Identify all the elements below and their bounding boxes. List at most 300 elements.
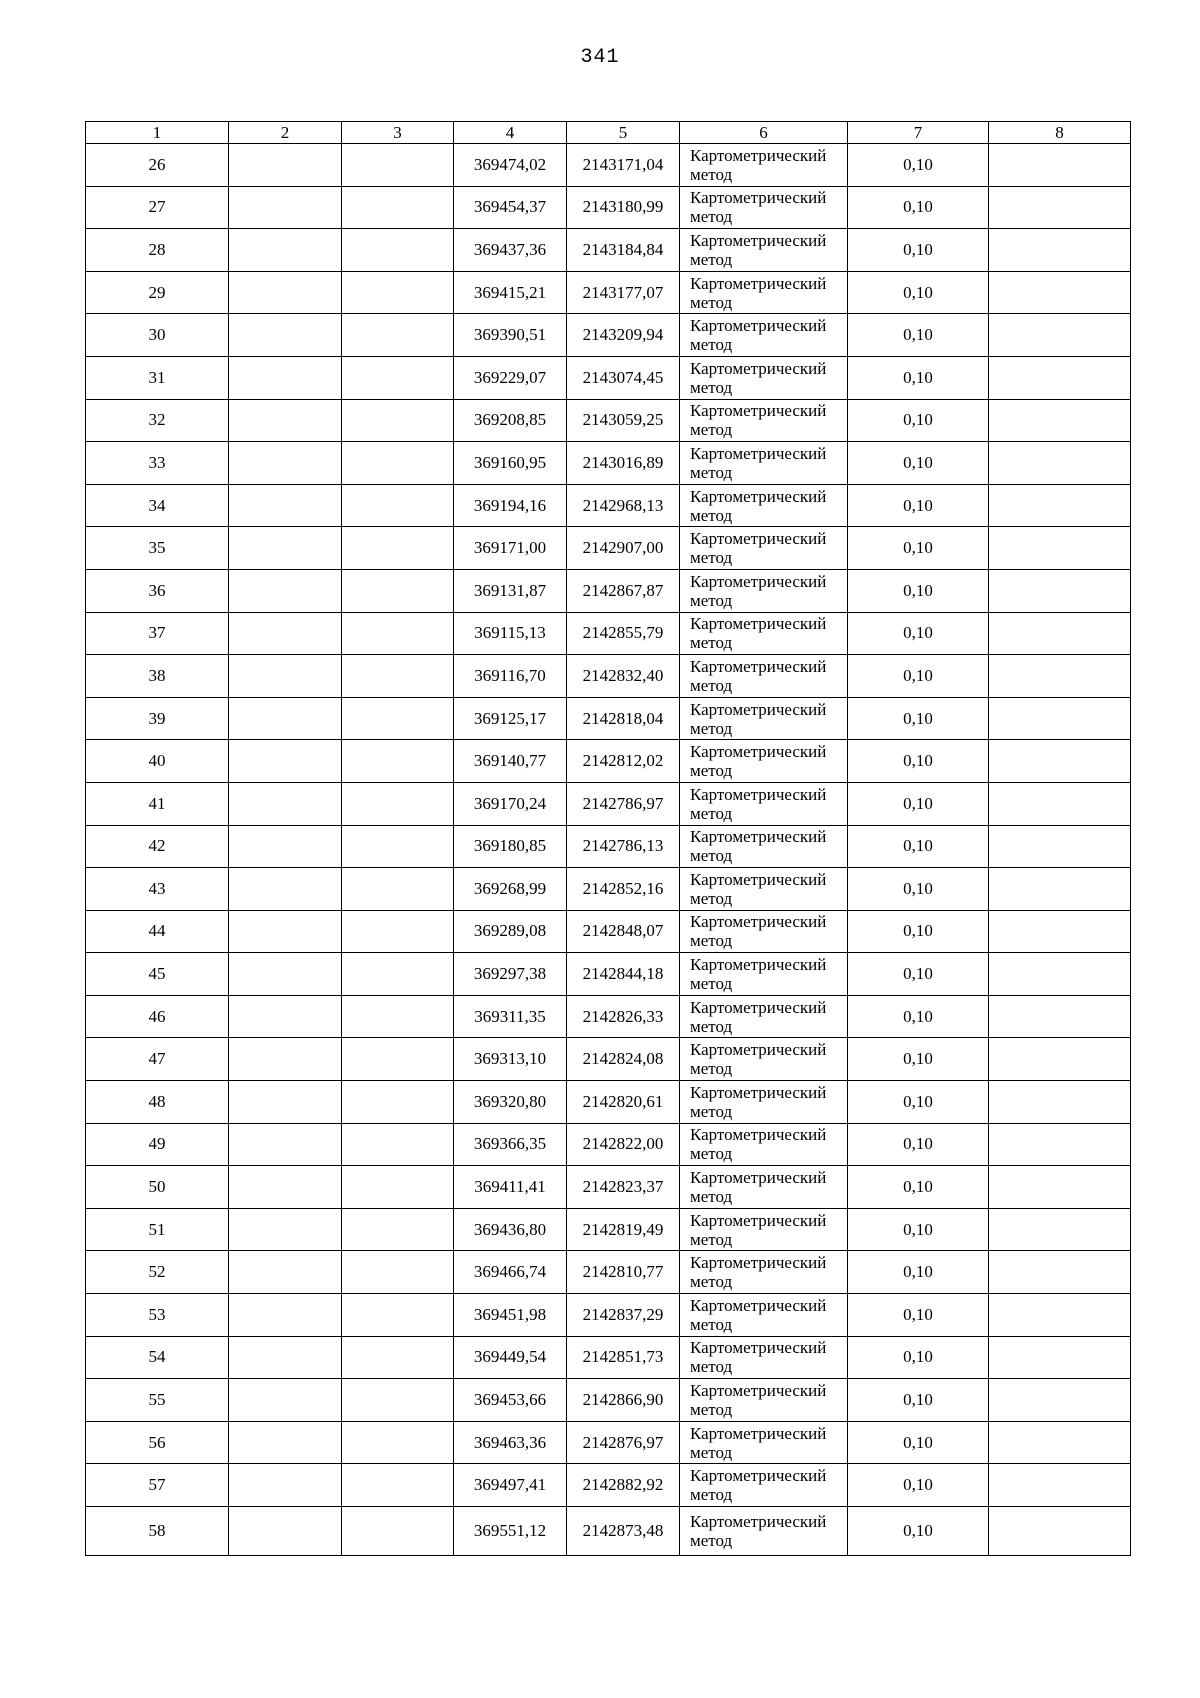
column-2-cell — [229, 740, 342, 783]
method-cell — [680, 186, 848, 229]
method-line-2: метод — [690, 1400, 733, 1420]
accuracy-cell: 0,10 — [848, 1421, 989, 1464]
table-row — [86, 825, 1131, 868]
table-row — [86, 910, 1131, 953]
column-8-cell — [989, 1421, 1131, 1464]
table-row — [86, 356, 1131, 399]
column-3-cell — [342, 612, 454, 655]
point-number-cell: 40 — [86, 740, 229, 783]
accuracy-cell: 0,10 — [848, 186, 989, 229]
x-coordinate-cell: 369437,36 — [454, 229, 567, 272]
x-coordinate-cell: 369194,16 — [454, 484, 567, 527]
method-cell — [680, 1081, 848, 1124]
method-cell — [680, 1421, 848, 1464]
table-row — [86, 1507, 1131, 1556]
column-8-cell — [989, 484, 1131, 527]
column-8-cell — [989, 953, 1131, 996]
method-line-1: Картометрический — [690, 1338, 827, 1358]
y-coordinate-cell: 2142820,61 — [567, 1081, 680, 1124]
column-8-cell — [989, 527, 1131, 570]
y-coordinate-cell: 2142882,92 — [567, 1464, 680, 1507]
column-2-cell — [229, 953, 342, 996]
method-line-2: метод — [690, 675, 733, 695]
method-line-1: Картометрический — [690, 1512, 827, 1531]
y-coordinate-cell: 2142786,13 — [567, 825, 680, 868]
method-line-1: Картометрический — [690, 316, 827, 336]
method-cell — [680, 1379, 848, 1422]
accuracy-cell: 0,10 — [848, 1507, 989, 1556]
x-coordinate-cell: 369474,02 — [454, 144, 567, 187]
method-cell — [680, 1208, 848, 1251]
column-header: 5 — [567, 122, 680, 144]
column-2-cell — [229, 697, 342, 740]
x-coordinate-cell: 369140,77 — [454, 740, 567, 783]
method-line-2: метод — [690, 1485, 733, 1505]
x-coordinate-cell: 369411,41 — [454, 1166, 567, 1209]
method-line-2: метод — [690, 1442, 733, 1462]
column-8-cell — [989, 186, 1131, 229]
y-coordinate-cell: 2142867,87 — [567, 569, 680, 612]
method-line-1: Картометрический — [690, 1253, 827, 1273]
accuracy-cell: 0,10 — [848, 910, 989, 953]
column-8-cell — [989, 995, 1131, 1038]
x-coordinate-cell: 369449,54 — [454, 1336, 567, 1379]
x-coordinate-cell: 369160,95 — [454, 442, 567, 485]
y-coordinate-cell: 2142837,29 — [567, 1294, 680, 1337]
x-coordinate-cell: 369116,70 — [454, 655, 567, 698]
point-number-cell: 44 — [86, 910, 229, 953]
x-coordinate-cell: 369390,51 — [454, 314, 567, 357]
column-header: 7 — [848, 122, 989, 144]
method-cell — [680, 356, 848, 399]
method-cell — [680, 271, 848, 314]
accuracy-cell: 0,10 — [848, 953, 989, 996]
point-number-cell: 52 — [86, 1251, 229, 1294]
y-coordinate-cell: 2142855,79 — [567, 612, 680, 655]
point-number-cell: 29 — [86, 271, 229, 314]
accuracy-cell: 0,10 — [848, 484, 989, 527]
accuracy-cell: 0,10 — [848, 1208, 989, 1251]
column-3-cell — [342, 1507, 454, 1556]
column-3-cell — [342, 825, 454, 868]
accuracy-cell: 0,10 — [848, 527, 989, 570]
accuracy-cell: 0,10 — [848, 442, 989, 485]
column-2-cell — [229, 1336, 342, 1379]
point-number-cell: 53 — [86, 1294, 229, 1337]
y-coordinate-cell: 2142844,18 — [567, 953, 680, 996]
method-line-2: метод — [690, 846, 733, 866]
point-number-cell: 51 — [86, 1208, 229, 1251]
x-coordinate-cell: 369551,12 — [454, 1507, 567, 1556]
method-line-2: метод — [690, 1531, 733, 1550]
table-row — [86, 229, 1131, 272]
column-2-cell — [229, 612, 342, 655]
x-coordinate-cell: 369180,85 — [454, 825, 567, 868]
x-coordinate-cell: 369436,80 — [454, 1208, 567, 1251]
x-coordinate-cell: 369131,87 — [454, 569, 567, 612]
column-8-cell — [989, 740, 1131, 783]
column-8-cell — [989, 612, 1131, 655]
point-number-cell: 56 — [86, 1421, 229, 1464]
column-8-cell — [989, 356, 1131, 399]
column-2-cell — [229, 1294, 342, 1337]
method-line-2: метод — [690, 292, 733, 312]
x-coordinate-cell: 369454,37 — [454, 186, 567, 229]
method-line-2: метод — [690, 1059, 733, 1079]
column-8-cell — [989, 1507, 1131, 1556]
method-line-2: метод — [690, 377, 733, 397]
method-line-1: Картометрический — [690, 1210, 827, 1230]
accuracy-cell: 0,10 — [848, 399, 989, 442]
table-row — [86, 953, 1131, 996]
x-coordinate-cell: 369115,13 — [454, 612, 567, 655]
column-2-cell — [229, 910, 342, 953]
method-cell — [680, 314, 848, 357]
method-line-1: Картометрический — [690, 358, 827, 378]
point-number-cell: 38 — [86, 655, 229, 698]
accuracy-cell: 0,10 — [848, 1294, 989, 1337]
header-row — [86, 122, 1131, 144]
x-coordinate-cell: 369453,66 — [454, 1379, 567, 1422]
x-coordinate-cell: 369366,35 — [454, 1123, 567, 1166]
x-coordinate-cell: 369463,36 — [454, 1421, 567, 1464]
column-3-cell — [342, 442, 454, 485]
column-2-cell — [229, 1208, 342, 1251]
method-line-2: метод — [690, 1229, 733, 1249]
method-cell — [680, 612, 848, 655]
method-cell — [680, 1464, 848, 1507]
accuracy-cell: 0,10 — [848, 1038, 989, 1081]
column-3-cell — [342, 655, 454, 698]
column-2-cell — [229, 271, 342, 314]
column-8-cell — [989, 1166, 1131, 1209]
column-header: 1 — [86, 122, 229, 144]
table-row — [86, 1081, 1131, 1124]
y-coordinate-cell: 2143177,07 — [567, 271, 680, 314]
y-coordinate-cell: 2142851,73 — [567, 1336, 680, 1379]
column-2-cell — [229, 1038, 342, 1081]
y-coordinate-cell: 2142907,00 — [567, 527, 680, 570]
method-cell — [680, 953, 848, 996]
column-3-cell — [342, 1208, 454, 1251]
point-number-cell: 42 — [86, 825, 229, 868]
column-8-cell — [989, 569, 1131, 612]
column-header: 2 — [229, 122, 342, 144]
column-header: 4 — [454, 122, 567, 144]
method-line-1: Картометрический — [690, 742, 827, 762]
column-8-cell — [989, 1081, 1131, 1124]
method-line-1: Картометрический — [690, 486, 827, 506]
x-coordinate-cell: 369497,41 — [454, 1464, 567, 1507]
method-cell — [680, 1294, 848, 1337]
method-line-1: Картометрический — [690, 614, 827, 634]
column-8-cell — [989, 1038, 1131, 1081]
table-row — [86, 186, 1131, 229]
column-3-cell — [342, 271, 454, 314]
column-3-cell — [342, 399, 454, 442]
method-line-2: метод — [690, 335, 733, 355]
column-2-cell — [229, 186, 342, 229]
method-line-2: метод — [690, 803, 733, 823]
point-number-cell: 34 — [86, 484, 229, 527]
column-8-cell — [989, 697, 1131, 740]
point-number-cell: 30 — [86, 314, 229, 357]
method-line-2: метод — [690, 761, 733, 781]
column-8-cell — [989, 314, 1131, 357]
method-line-1: Картометрический — [690, 273, 827, 293]
table-row — [86, 1336, 1131, 1379]
accuracy-cell: 0,10 — [848, 271, 989, 314]
column-header: 3 — [342, 122, 454, 144]
method-line-2: метод — [690, 420, 733, 440]
point-number-cell: 41 — [86, 782, 229, 825]
column-8-cell — [989, 1208, 1131, 1251]
method-line-1: Картометрический — [690, 912, 827, 932]
column-2-cell — [229, 1464, 342, 1507]
table-row — [86, 144, 1131, 187]
table-row — [86, 1166, 1131, 1209]
table-row — [86, 399, 1131, 442]
column-8-cell — [989, 868, 1131, 911]
column-2-cell — [229, 1421, 342, 1464]
table-row — [86, 612, 1131, 655]
method-line-2: метод — [690, 1144, 733, 1164]
table-row — [86, 1421, 1131, 1464]
method-line-2: метод — [690, 1314, 733, 1334]
table-row — [86, 1038, 1131, 1081]
column-2-cell — [229, 825, 342, 868]
point-number-cell: 43 — [86, 868, 229, 911]
column-2-cell — [229, 1081, 342, 1124]
column-2-cell — [229, 655, 342, 698]
column-2-cell — [229, 484, 342, 527]
column-2-cell — [229, 442, 342, 485]
method-line-1: Картометрический — [690, 1423, 827, 1443]
x-coordinate-cell: 369208,85 — [454, 399, 567, 442]
x-coordinate-cell: 369311,35 — [454, 995, 567, 1038]
column-8-cell — [989, 1123, 1131, 1166]
column-8-cell — [989, 1336, 1131, 1379]
method-line-2: метод — [690, 718, 733, 738]
coordinates-table — [85, 121, 1131, 1556]
point-number-cell: 39 — [86, 697, 229, 740]
column-2-cell — [229, 995, 342, 1038]
point-number-cell: 45 — [86, 953, 229, 996]
table-row — [86, 569, 1131, 612]
point-number-cell: 58 — [86, 1507, 229, 1556]
column-3-cell — [342, 1251, 454, 1294]
accuracy-cell: 0,10 — [848, 868, 989, 911]
column-3-cell — [342, 910, 454, 953]
accuracy-cell: 0,10 — [848, 356, 989, 399]
y-coordinate-cell: 2143184,84 — [567, 229, 680, 272]
method-cell — [680, 229, 848, 272]
column-8-cell — [989, 1294, 1131, 1337]
x-coordinate-cell: 369289,08 — [454, 910, 567, 953]
method-line-1: Картометрический — [690, 443, 827, 463]
column-3-cell — [342, 740, 454, 783]
column-8-cell — [989, 1379, 1131, 1422]
method-cell — [680, 995, 848, 1038]
y-coordinate-cell: 2142812,02 — [567, 740, 680, 783]
column-header: 8 — [989, 122, 1131, 144]
method-line-2: метод — [690, 548, 733, 568]
point-number-cell: 32 — [86, 399, 229, 442]
accuracy-cell: 0,10 — [848, 1336, 989, 1379]
column-8-cell — [989, 782, 1131, 825]
method-line-2: метод — [690, 207, 733, 227]
column-3-cell — [342, 782, 454, 825]
x-coordinate-cell: 369268,99 — [454, 868, 567, 911]
column-8-cell — [989, 442, 1131, 485]
table-row — [86, 740, 1131, 783]
table-row — [86, 1208, 1131, 1251]
accuracy-cell: 0,10 — [848, 1123, 989, 1166]
accuracy-cell: 0,10 — [848, 655, 989, 698]
accuracy-cell: 0,10 — [848, 612, 989, 655]
x-coordinate-cell: 369297,38 — [454, 953, 567, 996]
x-coordinate-cell: 369170,24 — [454, 782, 567, 825]
column-3-cell — [342, 569, 454, 612]
point-number-cell: 37 — [86, 612, 229, 655]
y-coordinate-cell: 2142786,97 — [567, 782, 680, 825]
table-row — [86, 697, 1131, 740]
point-number-cell: 27 — [86, 186, 229, 229]
method-line-2: метод — [690, 164, 733, 184]
method-cell — [680, 1166, 848, 1209]
column-8-cell — [989, 910, 1131, 953]
column-2-cell — [229, 1379, 342, 1422]
method-line-2: метод — [690, 931, 733, 951]
point-number-cell: 28 — [86, 229, 229, 272]
method-cell — [680, 527, 848, 570]
method-line-1: Картометрический — [690, 1381, 827, 1401]
method-cell — [680, 655, 848, 698]
y-coordinate-cell: 2142819,49 — [567, 1208, 680, 1251]
method-cell — [680, 144, 848, 187]
column-2-cell — [229, 356, 342, 399]
table-row — [86, 868, 1131, 911]
table-row — [86, 1379, 1131, 1422]
method-line-2: метод — [690, 249, 733, 269]
column-8-cell — [989, 1251, 1131, 1294]
table-row — [86, 484, 1131, 527]
table-row — [86, 1294, 1131, 1337]
column-3-cell — [342, 356, 454, 399]
point-number-cell: 36 — [86, 569, 229, 612]
method-line-1: Картометрический — [690, 401, 827, 421]
accuracy-cell: 0,10 — [848, 1464, 989, 1507]
table-row — [86, 655, 1131, 698]
method-line-1: Картометрический — [690, 827, 827, 847]
y-coordinate-cell: 2142866,90 — [567, 1379, 680, 1422]
method-line-1: Картометрический — [690, 1040, 827, 1060]
method-line-1: Картометрический — [690, 656, 827, 676]
y-coordinate-cell: 2142824,08 — [567, 1038, 680, 1081]
column-2-cell — [229, 569, 342, 612]
column-2-cell — [229, 1166, 342, 1209]
column-8-cell — [989, 825, 1131, 868]
y-coordinate-cell: 2142968,13 — [567, 484, 680, 527]
method-line-1: Картометрический — [690, 997, 827, 1017]
column-2-cell — [229, 1123, 342, 1166]
accuracy-cell: 0,10 — [848, 1379, 989, 1422]
method-cell — [680, 1251, 848, 1294]
accuracy-cell: 0,10 — [848, 995, 989, 1038]
y-coordinate-cell: 2143016,89 — [567, 442, 680, 485]
y-coordinate-cell: 2142822,00 — [567, 1123, 680, 1166]
column-3-cell — [342, 186, 454, 229]
column-3-cell — [342, 1038, 454, 1081]
point-number-cell: 55 — [86, 1379, 229, 1422]
accuracy-cell: 0,10 — [848, 1166, 989, 1209]
column-2-cell — [229, 229, 342, 272]
accuracy-cell: 0,10 — [848, 740, 989, 783]
method-cell — [680, 1507, 848, 1556]
x-coordinate-cell: 369229,07 — [454, 356, 567, 399]
y-coordinate-cell: 2142810,77 — [567, 1251, 680, 1294]
point-number-cell: 50 — [86, 1166, 229, 1209]
column-2-cell — [229, 868, 342, 911]
y-coordinate-cell: 2143074,45 — [567, 356, 680, 399]
method-cell — [680, 740, 848, 783]
method-line-2: метод — [690, 888, 733, 908]
method-line-2: метод — [690, 1272, 733, 1292]
column-3-cell — [342, 868, 454, 911]
column-8-cell — [989, 229, 1131, 272]
method-line-1: Картометрический — [690, 1125, 827, 1145]
y-coordinate-cell: 2143059,25 — [567, 399, 680, 442]
method-line-1: Картометрический — [690, 699, 827, 719]
point-number-cell: 46 — [86, 995, 229, 1038]
method-cell — [680, 484, 848, 527]
method-cell — [680, 399, 848, 442]
y-coordinate-cell: 2142873,48 — [567, 1507, 680, 1556]
column-3-cell — [342, 1336, 454, 1379]
method-line-1: Картометрический — [690, 1295, 827, 1315]
method-cell — [680, 569, 848, 612]
table-row — [86, 1251, 1131, 1294]
point-number-cell: 26 — [86, 144, 229, 187]
column-3-cell — [342, 484, 454, 527]
column-3-cell — [342, 1379, 454, 1422]
table-row — [86, 995, 1131, 1038]
column-8-cell — [989, 655, 1131, 698]
method-line-1: Картометрический — [690, 1082, 827, 1102]
method-line-2: метод — [690, 1187, 733, 1207]
point-number-cell: 49 — [86, 1123, 229, 1166]
column-3-cell — [342, 144, 454, 187]
table-row — [86, 1464, 1131, 1507]
method-cell — [680, 1038, 848, 1081]
column-3-cell — [342, 527, 454, 570]
column-8-cell — [989, 271, 1131, 314]
x-coordinate-cell: 369125,17 — [454, 697, 567, 740]
x-coordinate-cell: 369320,80 — [454, 1081, 567, 1124]
table-row — [86, 314, 1131, 357]
table-row — [86, 782, 1131, 825]
method-line-1: Картометрический — [690, 1466, 827, 1486]
method-line-1: Картометрический — [690, 1168, 827, 1188]
column-3-cell — [342, 229, 454, 272]
column-3-cell — [342, 1421, 454, 1464]
accuracy-cell: 0,10 — [848, 825, 989, 868]
column-3-cell — [342, 995, 454, 1038]
accuracy-cell: 0,10 — [848, 314, 989, 357]
point-number-cell: 54 — [86, 1336, 229, 1379]
method-line-2: метод — [690, 1101, 733, 1121]
method-line-2: метод — [690, 590, 733, 610]
